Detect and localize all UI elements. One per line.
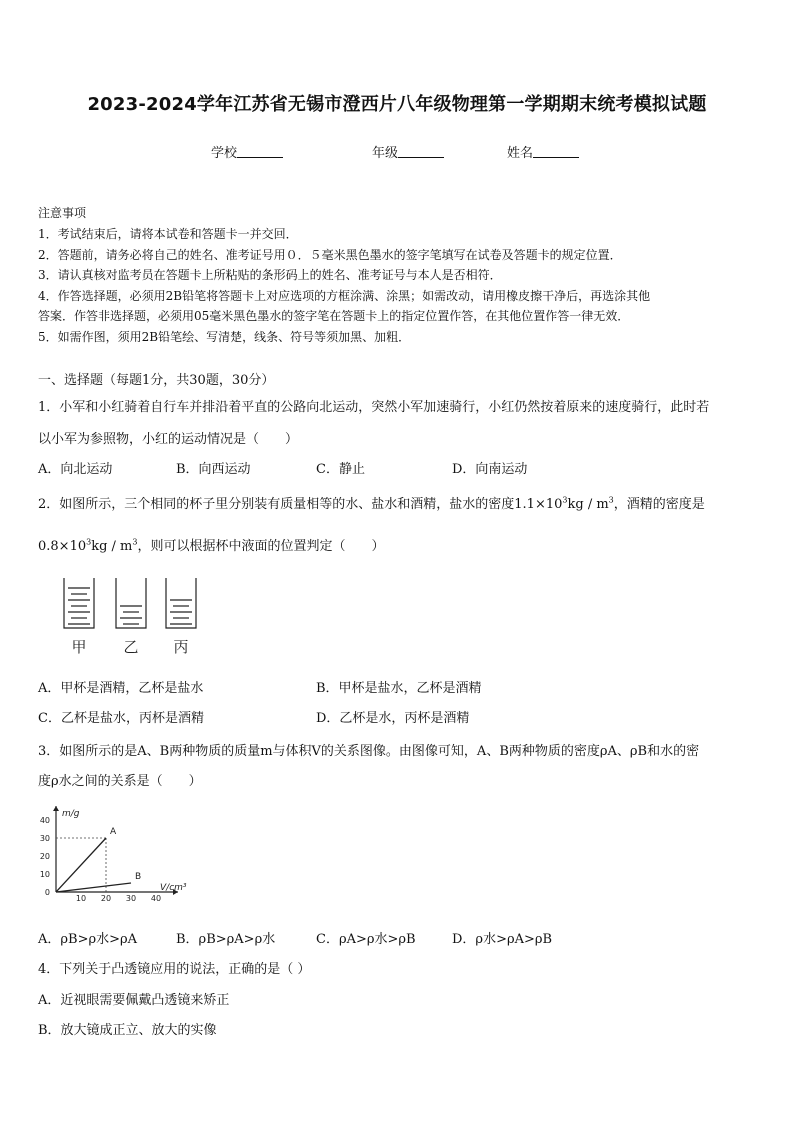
q2-unit: kg / m <box>567 497 609 512</box>
y-tick-label: 10 <box>39 870 50 879</box>
y-axis-label: m/g <box>62 809 80 819</box>
q2-option-a[interactable]: A．甲杯是酒精，乙杯是盐水 <box>38 681 204 696</box>
q2-exponent: 3 <box>608 495 614 505</box>
q2-exponent: 3 <box>562 495 568 505</box>
cup-label-bing: 丙 <box>173 638 189 656</box>
series-a-line <box>56 838 106 892</box>
cups-figure <box>58 576 208 662</box>
name-blank[interactable] <box>533 145 579 158</box>
school-label: 学校 <box>211 146 238 161</box>
mass-volume-chart <box>30 800 200 910</box>
x-tick-label: 20 <box>100 894 112 903</box>
note-item: 答案．作答非选择题，必须用05毫米黑色墨水的签字笔在答题卡上的指定位置作答，在其他位置作答一律无效． <box>38 309 630 323</box>
q3-option-b[interactable]: B．ρB>ρA>ρ水 <box>176 932 276 947</box>
x-tick-label: 10 <box>75 894 87 903</box>
note-item: 3．请认真核对监考员在答题卡上所粘贴的条形码上的姓名、准考证号与本人是否相符． <box>38 268 502 282</box>
y-tick-label: 0 <box>44 888 50 897</box>
y-tick-label: 30 <box>39 834 50 843</box>
x-tick-label: 40 <box>150 894 162 903</box>
section-heading: 一、选择题（每题1分，共30题，30分） <box>38 373 275 388</box>
q2-text-part: 0.8×10 <box>38 539 87 554</box>
q2-option-c[interactable]: C．乙杯是盐水，丙杯是酒精 <box>38 711 204 726</box>
q3-text-line1: 3．如图所示的是A、B两种物质的质量m与体积V的关系图像。由图像可知，A、B两种物质的密度ρA、ρB和水的密 <box>38 744 700 759</box>
q3-text-line2: 度ρ水之间的关系是（ ） <box>38 774 202 789</box>
school-field <box>211 142 283 161</box>
y-tick-label: 40 <box>39 816 50 825</box>
q2-text-part: 2．如图所示，三个相同的杯子里分别装有质量相等的水、盐水和酒精，盐水的密度1.1×10 <box>38 497 563 512</box>
q4-text-line1: 4．下列关于凸透镜应用的说法，正确的是（ ） <box>38 962 311 977</box>
q3-option-c[interactable]: C．ρA>ρ水>ρB <box>316 932 416 947</box>
q2-option-d[interactable]: D．乙杯是水，丙杯是酒精 <box>316 711 470 726</box>
q2-option-b[interactable]: B．甲杯是盐水，乙杯是酒精 <box>316 681 482 696</box>
note-item: 4．作答选择题，必须用2B铅笔将答题卡上对应选项的方框涂满、涂黑；如需改动，请用橡皮擦干净后，再选涂其他 <box>38 289 651 303</box>
q1-option-b[interactable]: B．向西运动 <box>176 462 251 477</box>
cup-label-jia: 甲 <box>71 638 87 656</box>
cup-bing <box>166 578 196 628</box>
y-axis-arrow <box>53 806 59 811</box>
q2-text-part: ，则可以根据杯中液面的位置判定（ ） <box>137 539 385 554</box>
q2-exponent: 3 <box>86 537 92 547</box>
note-item: 5．如需作图，须用2B铅笔绘、写清楚，线条、符号等须加黑、加粗． <box>38 330 411 344</box>
name-label: 姓名 <box>507 146 534 161</box>
note-item: 1．考试结束后，请将本试卷和答题卡一并交回． <box>38 227 298 241</box>
cup-yi <box>116 578 146 628</box>
name-field <box>507 142 579 161</box>
q4-option-b[interactable]: B．放大镜成正立、放大的实像 <box>38 1023 217 1038</box>
q2-unit: kg / m <box>91 539 133 554</box>
series-b-line <box>56 883 131 892</box>
cup-label-yi: 乙 <box>123 638 139 656</box>
q3-option-a[interactable]: A．ρB>ρ水>ρA <box>38 932 138 947</box>
y-tick-label: 20 <box>39 852 50 861</box>
q1-option-d[interactable]: D．向南运动 <box>452 462 528 477</box>
grade-blank[interactable] <box>398 145 444 158</box>
q4-option-a[interactable]: A．近视眼需要佩戴凸透镜来矫正 <box>38 993 230 1008</box>
page-title: 2023-2024学年江苏省无锡市澄西片八年级物理第一学期期末统考模拟试题 <box>87 94 707 115</box>
q2-text-line2 <box>38 535 384 554</box>
q1-option-a[interactable]: A．向北运动 <box>38 462 113 477</box>
q1-text-line1: 1．小军和小红骑着自行车并排沿着平直的公路向北运动，突然小军加速骑行，小红仍然按着原来的速度骑行，此时若 <box>38 400 710 415</box>
series-b-label: B <box>135 872 142 882</box>
q2-text-part: ，酒精的密度是 <box>613 497 705 512</box>
q2-exponent: 3 <box>132 537 138 547</box>
series-a-label: A <box>110 827 117 837</box>
q1-option-c[interactable]: C．静止 <box>316 462 365 477</box>
note-item: 2．答题前，请务必将自己的姓名、准考证号用０．５毫米黑色墨水的签字笔填写在试卷及答题卡的规定位置． <box>38 248 622 262</box>
cup-jia <box>64 578 94 628</box>
q1-text-line2: 以小军为参照物，小红的运动情况是（ ） <box>38 432 299 447</box>
q2-text-line1 <box>38 493 705 512</box>
grade-label: 年级 <box>372 146 399 161</box>
q3-option-d[interactable]: D．ρ水>ρA>ρB <box>452 932 553 947</box>
x-tick-label: 30 <box>125 894 137 903</box>
x-axis-label: V/cm³ <box>160 883 187 893</box>
school-blank[interactable] <box>237 145 283 158</box>
notes-heading: 注意事项 <box>38 206 87 220</box>
grade-field <box>372 142 444 161</box>
